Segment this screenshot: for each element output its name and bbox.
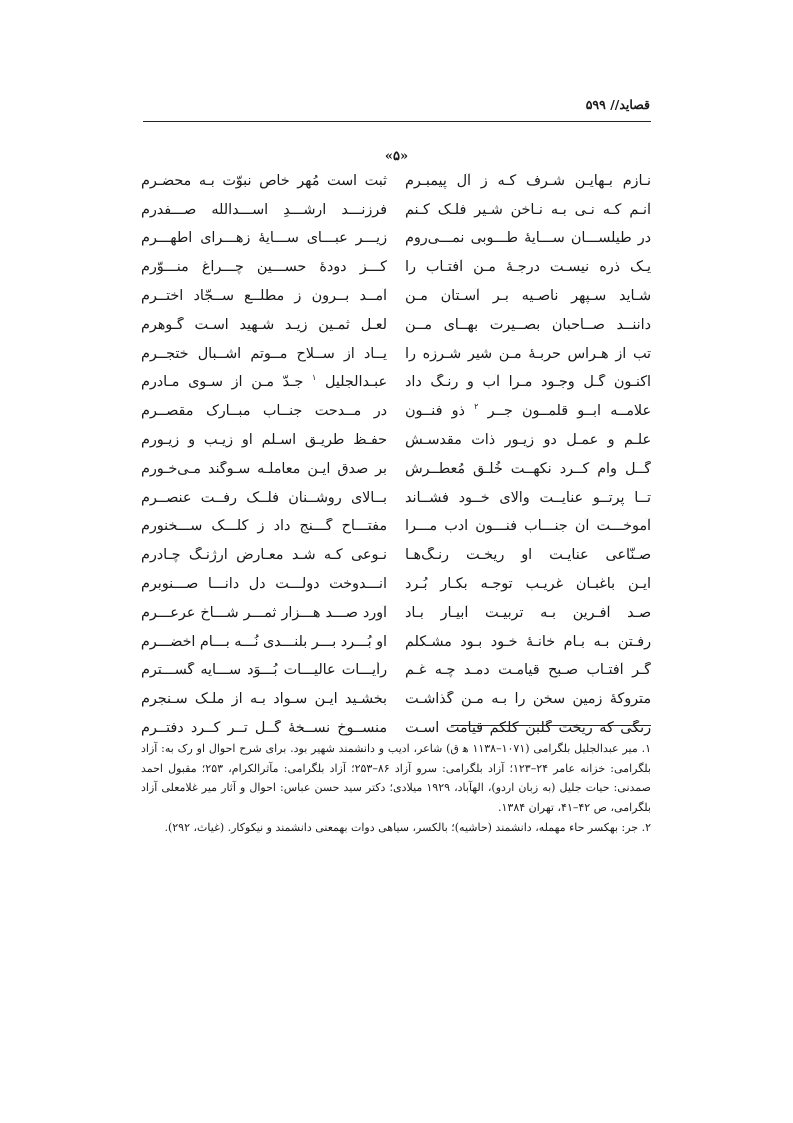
hemistich-left: عبـدالجلیل $^۱$ جـدّ مـن از سـوی مـادرم [141,374,387,391]
hemistich-left: انـــدوخت دولـــت دل دانـــا صـــنوبرم [141,575,387,592]
hemistich-left: یــاد از ســلاح مــوتم اشــبال ختجــرم [141,345,387,362]
couplet [141,657,651,686]
hemistich-left: او بُـــرد بـــر بلنـــدی نُـــه بـــام اخضـــرم [141,633,387,650]
footnote: ۱. میر عبدالجلیل بلگرامی (۱۰۷۱–۱۱۳۸ ﻫ ق) شاعر، ادیب و دانشمند شهیر بود. برای شرح احوال او رک به: آزاد بلگرامی: خزانه عامر ۲۴–۱۲۳؛ آزاد بلگرامی: سرو آزاد ۸۶–۲۵۳؛ آزاد بلگرامی: مآثرالکرام، ۲۵۳؛ مقبول احمد صمدنی: حیات جلیل (به زبان اردو)، الهآباد، ۱۹۲۹ میلادی؛ دکتر سید حسن عباس: احوال و آثار میر غلامعلی آزاد بلگرامی، ص ۴۲–۴۱، تهران ۱۳۸۴. [141,742,652,814]
hemistich-right: گــل وام کــرد نکهــت خُلـق مُعطــرش [405,460,651,477]
hemistich-left: فرزنـــد ارشـــدِ اســـدالله صـــفدرم [141,201,387,218]
footnote-ref: ۲ [474,403,479,412]
footnote: ۲. جر: بهکسر حاء مهمله، دانشمند (حاشیه)؛ بالکسر، سیاهی دوات بهمعنی دانشمند و نیکوکار. (غیاث، ۲۹۲). [164,821,651,834]
couplet [141,282,651,311]
poem-body [141,167,651,743]
hemistich-right: آنـم کـه نـی بـه نـاخن شـیر فلـک کـنم [405,201,651,218]
hemistich-right: علامــه ابــو قلمــون جــر $^۲$ ذو فنــون [405,403,651,420]
hemistich-left: آمــد بــرون ز مطلــع ســجّاد اختــرم [141,288,387,304]
running-head: قصاید// ۵۹۹ [585,97,650,112]
hemistich-right: رفـتن بـه بـام خانـهٔ خـود بـود مشـکلم [405,633,651,650]
hemistich-left: کـــز دودهٔ حســـین چـــراغ منـــوّرم [141,259,387,276]
footnote-ref: ۱ [311,374,317,383]
hemistich-right: تــا پرتــو عنایــت والای خــود فشــاند [405,489,651,506]
hemistich-left: بر صدق ایـن معاملـه سـوگند مـی‌خـورم [141,460,387,477]
hemistich-right: شـاید سـپهر ناصـیه بـر آسـتان مـن [405,288,651,304]
couplet [141,426,651,455]
hemistich-right: متروکهٔ زمین سخن را بـه مـن گذاشـت [405,691,651,708]
hemistich-left: آورد صـــد هـــزار ثمـــر شـــاخ عرعـــرم [141,604,387,621]
hemistich-left: لعـل ثمـین زیـد شـهید اسـت گـوهرم [141,316,387,333]
couplet [141,599,651,628]
poem-number: «۵» [384,149,409,164]
hemistich-right: صـد آفـرین بـه تربیـت آبیـار بـاد [405,604,651,621]
hemistich-left: منســوخ نســخهٔ گــل تــر کــرد دفتــرم [141,719,387,736]
hemistich-left: بــالای روشــنان فلــک رفــت عنصــرم [141,489,387,506]
hemistich-right: تب از هـراس حربـهٔ مـن شیر شـرزه را [405,345,651,362]
hemistich-left: رأیـــات عالیـــات بُـــوَد ســـایه گســـترم [141,662,387,679]
hemistich-left: زیـــر عبـــای ســـایهٔ زهـــرای اطهـــرم [141,230,387,247]
couplet [141,455,651,484]
hemistich-right: گـر آفتـاب صـبح قیامـت دمـد چـه غـم [405,662,651,679]
hemistich-left: حفـظ طریـق اسـلم او زیـب و زیـورم [141,431,387,448]
couplet [141,513,651,542]
couplet [141,225,651,254]
couplet [141,397,651,426]
couplet [141,311,651,340]
hemistich-left: در مــدحت جنــاب مبــارک مقصــرم [141,403,387,420]
couplet [141,541,651,570]
couplet [141,369,651,398]
hemistich-left: نـوعی کـه شـد معـارض ارژنـگ چـادرم [141,547,387,564]
hemistich-left: مفتـــاح گـــنج داد ز کلـــک ســـخنورم [141,518,387,535]
hemistich-right: داننــد صــاحبان بصــیرت بهــای مــن [405,316,651,333]
hemistich-right: نـازم بـهایـن شـرف کـه ز آل پیمبـرم [405,172,651,189]
couplet [141,253,651,282]
hemistich-right: یـک ذره نیسـت درجـهٔ مـن آفتـاب را [405,259,651,276]
hemistich-left: بخشـید ایـن سـواد بـه از ملـک سـنجرم [141,691,387,708]
couplet [141,167,651,196]
hemistich-right: در طیلســـان ســـایهٔ طـــوبی نمـــی‌روم [405,230,651,247]
couplet [141,196,651,225]
hemistich-right: صـنّاعی عنایـت او ریخـت رنـگ‌هـا [405,547,651,564]
hemistich-right: ایـن باغبـان غریـب توجـه بکـار بُـرد [405,575,651,592]
couplet [141,340,651,369]
couplet [141,484,651,513]
footnote-rule [451,725,651,726]
hemistich-right: آموخـــت آن جنـــاب فنـــون ادب مـــرا [405,518,651,535]
hemistich-right: علـم و عمـل دو زیـور ذات مقدسـش [405,431,651,448]
couplet [141,685,651,714]
hemistich-right: اکنـون گـل وجـود مـرا آب و رنـگ داد [405,374,651,391]
couplet [141,570,651,599]
couplet [141,628,651,657]
hemistich-left: ثبت است مُهر خاص نبوّت بـه محضـرم [141,172,387,189]
hemistich-right: رنگی که ریخت گلبن کلکم قیامت اسـت [405,719,651,736]
footnotes [141,739,651,838]
header-rule [143,121,651,122]
